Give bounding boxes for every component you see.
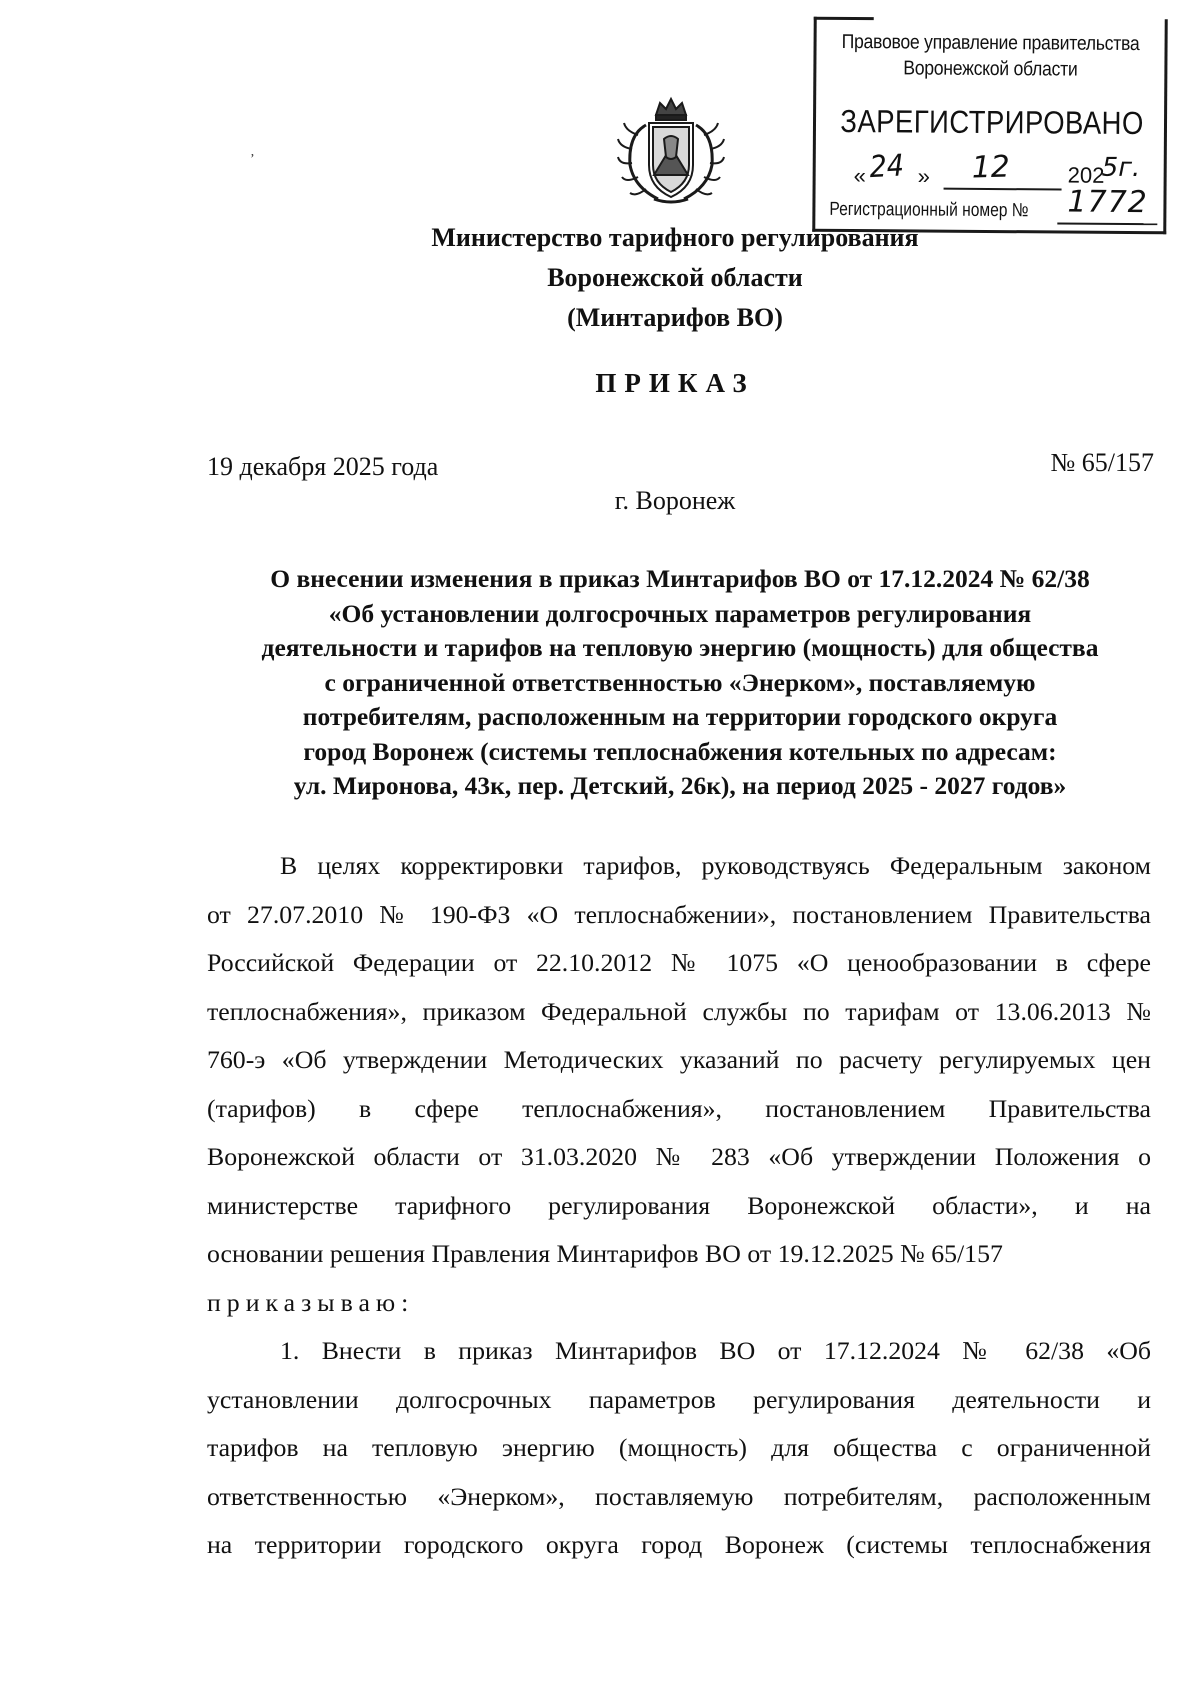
stamp-quote-close: » — [917, 163, 930, 189]
stamp-quote-open: « — [853, 163, 866, 189]
body-line: установлении долгосрочных параметров регулирования деятельности и — [207, 1384, 1151, 1414]
scan-mark: ʼ — [250, 152, 255, 167]
body-line: Российской Федерации от 22.10.2012 № 1075 «О ценообразовании в сфере — [207, 948, 1151, 977]
body-line: основании решения Правления Минтарифов ВО от 19.12.2025 № 65/157 — [207, 1239, 1003, 1268]
order-date: 19 декабря 2025 года — [207, 452, 439, 481]
subject-line: ул. Миронова, 43к, пер. Детский, 26к), на период 2025 - 2027 годов» — [293, 771, 1067, 800]
body-line: 760-э «Об утверждении Методических указаний по расчету регулируемых цен — [207, 1045, 1151, 1074]
body-line: В целях корректировки тарифов, руководствуясь Федеральным законом — [280, 851, 1151, 880]
body-line: (тарифов) в сфере теплоснабжения», постановлением Правительства — [207, 1093, 1151, 1123]
stamp-reg-number-handwritten: 1772 — [1067, 184, 1148, 221]
order-city: г. Воронеж — [614, 486, 736, 515]
body-line: 1. Внести в приказ Минтарифов ВО от 17.12.2024 № 62/38 «Об — [280, 1336, 1151, 1365]
ministry-name-line1: Министерство тарифного регулирования — [431, 223, 919, 252]
stamp-day-handwritten: 24 — [868, 148, 905, 186]
body-line: Воронежской области от 31.03.2020 № 283 «Об утверждении Положения о — [207, 1142, 1151, 1171]
stamp-border — [814, 17, 874, 20]
body-line: министерстве тарифного регулирования Воронежской области», и на — [207, 1190, 1151, 1220]
subject-line: город Воронеж (системы теплоснабжения котельных по адресам: — [303, 736, 1057, 766]
stamp-department-line1: Правовое управление правительства — [841, 30, 1140, 56]
body-line: ответственностью «Энерком», поставляемую потребителям, расположенным — [207, 1481, 1151, 1511]
stamp-year-suffix: 5г. — [1101, 152, 1141, 184]
coat-of-arms-emblem — [616, 95, 726, 207]
stamp-reg-label: Регистрационный номер № — [829, 198, 1029, 222]
subject-line: «Об установлении долгосрочных параметров регулирования — [328, 598, 1032, 628]
body-line: тарифов на тепловую энергию (мощность) для общества с ограниченной — [207, 1433, 1151, 1462]
ministry-name-line2: Воронежской области — [547, 263, 803, 292]
body-line: на территории городского округа город Воронеж (системы теплоснабжения — [207, 1530, 1151, 1559]
subject-line: потребителям, расположенным на территории городского округа — [302, 702, 1058, 731]
order-body — [207, 842, 1151, 1570]
subject-line: О внесении изменения в приказ Минтарифов ВО от 17.12.2024 № 62/38 — [270, 564, 1090, 593]
stamp-registered-label: ЗАРЕГИСТРИРОВАНО — [840, 102, 1144, 142]
registration-stamp — [812, 17, 1167, 234]
stamp-year-prefix: 202 — [1067, 162, 1105, 188]
order-decree-word: приказываю: — [207, 1287, 415, 1317]
stamp-date-underline — [944, 188, 1062, 191]
ministry-abbreviation: (Минтарифов ВО) — [567, 303, 783, 332]
document-type-title: ПРИКАЗ — [595, 368, 755, 398]
order-subject — [190, 562, 1170, 804]
order-number: № 65/157 — [1050, 448, 1154, 477]
body-line: от 27.07.2010 № 190-ФЗ «О теплоснабжении», постановлением Правительства — [207, 899, 1151, 929]
stamp-department-line2: Воронежской области — [903, 57, 1078, 81]
stamp-month-handwritten: 12 — [971, 149, 1011, 186]
subject-line: деятельности и тарифов на тепловую энергию (мощность) для общества — [261, 633, 1099, 662]
body-line: теплоснабжения», приказом Федеральной службы по тарифам от 13.06.2013 № — [207, 996, 1151, 1026]
subject-line: с ограниченной ответственностью «Энерком», поставляемую — [324, 667, 1036, 697]
